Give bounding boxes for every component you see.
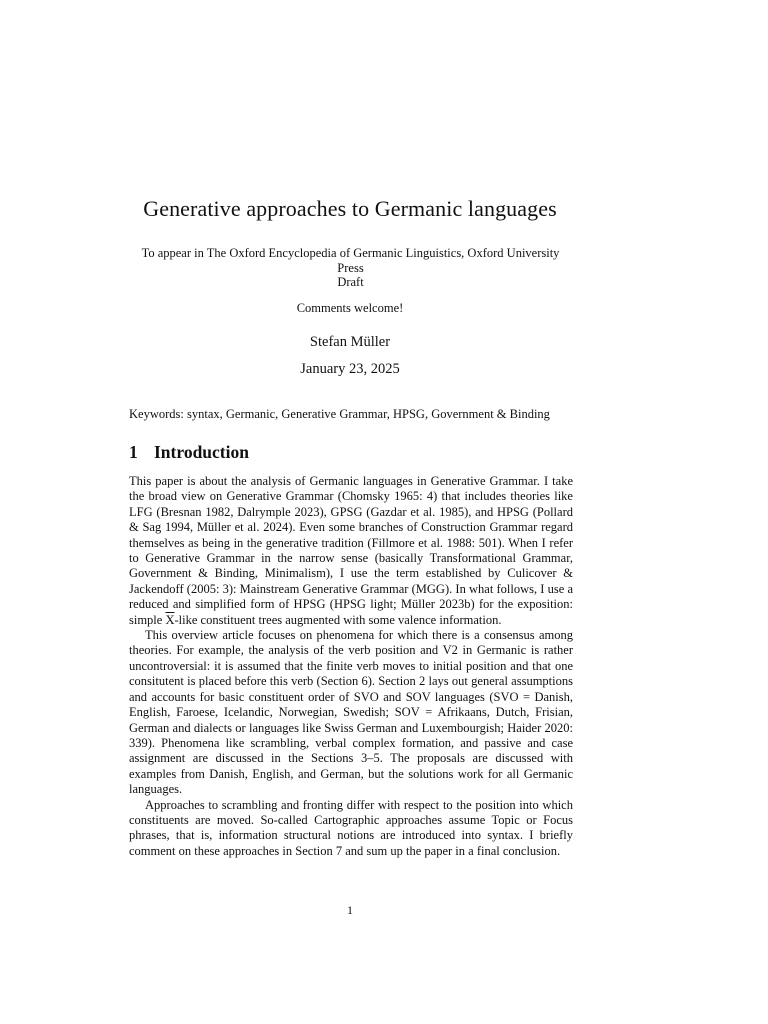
section-heading [129,442,249,463]
section-title: Introduction [154,442,249,462]
page-number: 1 [347,903,353,917]
appear-line-1: To appear in The Oxford Encyclopedia of Germanic Linguistics, Oxford University [141,246,560,260]
publication-note [128,246,573,290]
x-bar-symbol: $\overline{X}$ [165,612,175,627]
paragraph-1 [129,474,573,628]
appear-line-2: Press [337,260,364,275]
draft-status: Draft [337,275,364,289]
paragraph-3: Approaches to scrambling and fronting differ with respect to the position into which constituents are moved. So-called Cartographic approaches assume Topic or Focus phrases, that is, information structural notions are introduced into syntax. I briefly comment on these approaches in Section 7 and sum up the paper in a final conclusion. [129,797,573,858]
comments-note: Comments welcome! [296,301,404,315]
paragraph-1-text: This paper is about the analysis of Germanic languages in Generative Grammar. I take the broad view on Generative Grammar (Chomsky 1965: 4) that includes theories like LFG (Bresnan 1982, Dalrymple 2023), GPSG (Gazdar et al. 1985), and HPSG (Pollard & Sag 1994, Müller et al. 2024). Even some branches of Construction Grammar regard themselves as being in the generative tradition (Fillmore et al. 1988: 501). When I refer to Generative Grammar in the narrow sense (basically Transformational Grammar, Government & Binding, Minimalism), I use the term established by Culicover & Jackendoff (2005: 3): Mainstream Generative Grammar (MGG). In what follows, I use a reduced and simplified form of HPSG (HPSG light; Müller 2023b) for the exposition: simple [129,474,573,627]
publication-date: January 23, 2025 [300,361,400,377]
body-text [129,474,573,859]
paragraph-2: This overview article focuses on phenomena for which there is a consensus among theories. For example, the analysis of the verb position and V2 in Germanic is rather uncontroversial: it is assumed that the finite verb moves to initial position and that one consitutent is placed before this verb (Section 6). Section 2 lays out general assumptions and accounts for basic constituent order of SVO and SOV languages (SVO = Danish, English, Faroese, Icelandic, Norwegian, Swedish; SOV = Afrikaans, Dutch, Frisian, German and dialects or languages like Swiss German and Luxembourgish; Haider 2020: 339). Phenomena like scrambling, verbal complex formation, and passive and case assignment are discussed in the Sections 3–5. The proposals are discussed with examples from Danish, English, and German, but the solutions work for all Germanic languages. [129,628,573,797]
section-number: 1 [129,442,138,462]
keywords-line: Keywords: syntax, Germanic, Generative Grammar, HPSG, Government & Binding [129,407,550,421]
paper-title: Generative approaches to Germanic languages [143,196,557,221]
author-name: Stefan Müller [309,334,391,350]
paragraph-1-end: -like constituent trees augmented with some valence information. [174,612,502,627]
